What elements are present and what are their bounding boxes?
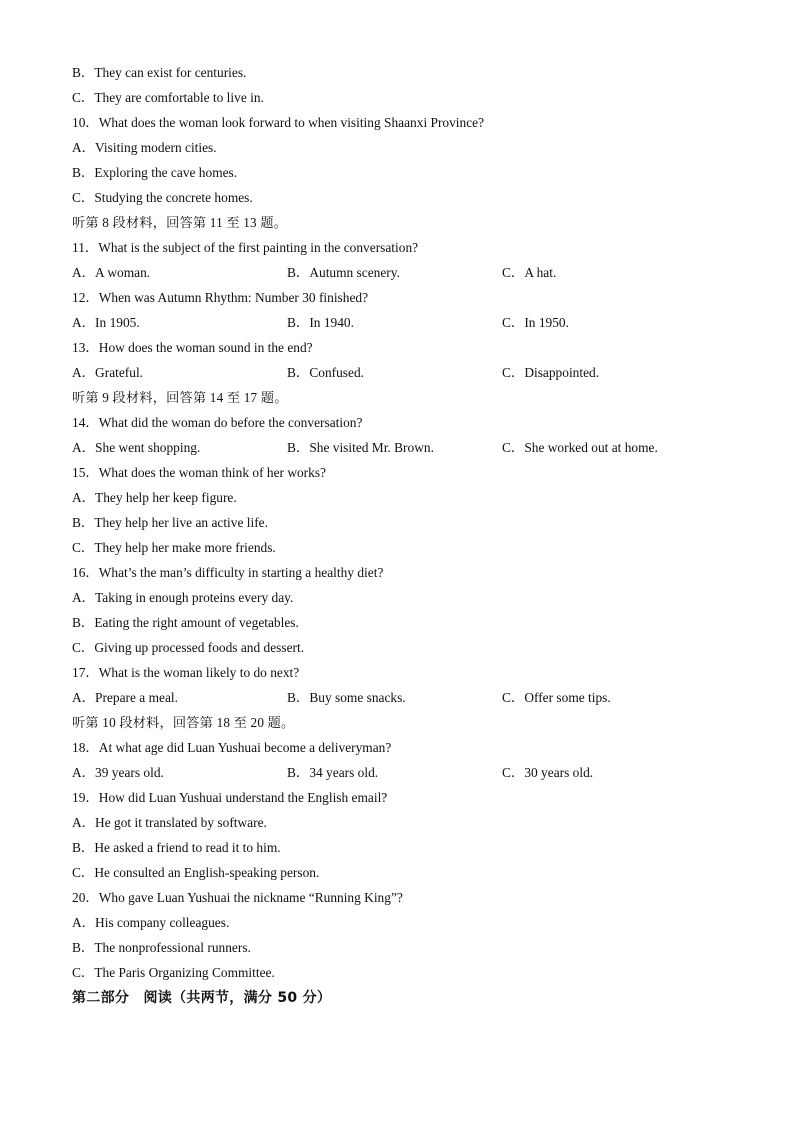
question-option: B．Eating the right amount of vegetables.	[72, 615, 299, 630]
question-option: C．In 1950.	[502, 315, 569, 330]
question-option: B．They help her live an active life.	[72, 515, 268, 530]
question-option: C．They are comfortable to live in.	[72, 90, 264, 105]
question-option: C．Giving up processed foods and dessert.	[72, 640, 305, 655]
question-stem: 14．What did the woman do before the conversation?	[72, 415, 363, 430]
question-option: B．Buy some snacks.	[287, 690, 406, 705]
question-stem: 20．Who gave Luan Yushuai the nickname “Running King”?	[72, 890, 403, 905]
question-option: C．He consulted an English-speaking person.	[72, 865, 320, 880]
question-option: C．The Paris Organizing Committee.	[72, 965, 275, 980]
question-stem: 19．How did Luan Yushuai understand the English email?	[72, 790, 388, 805]
question-option: A．Visiting modern cities.	[72, 140, 217, 155]
question-stem: 15．What does the woman think of her works?	[72, 465, 326, 480]
question-option: C．Disappointed.	[502, 365, 600, 380]
question-option: C．30 years old.	[502, 765, 594, 780]
question-option: B．They can exist for centuries.	[72, 65, 247, 80]
question-option: C．Offer some tips.	[502, 690, 611, 705]
question-option: A．39 years old.	[72, 765, 164, 780]
section-heading: 第二部分 阅读（共两节，满分 50 分）	[72, 990, 332, 1006]
question-option: B．She visited Mr. Brown.	[287, 440, 434, 455]
question-option: A．Taking in enough proteins every day.	[72, 590, 294, 605]
question-stem: 11．What is the subject of the first painting in the conversation?	[72, 240, 419, 255]
question-option: B．He asked a friend to read it to him.	[72, 840, 281, 855]
question-stem: 17．What is the woman likely to do next?	[72, 665, 300, 680]
question-option: B．Autumn scenery.	[287, 265, 400, 280]
question-stem: 10．What does the woman look forward to when visiting Shaanxi Province?	[72, 115, 485, 130]
question-option: C．They help her make more friends.	[72, 540, 276, 555]
question-option: A．In 1905.	[72, 315, 140, 330]
question-stem: 18．At what age did Luan Yushuai become a deliveryman?	[72, 740, 392, 755]
question-option: A．She went shopping.	[72, 440, 201, 455]
question-option: A．He got it translated by software.	[72, 815, 267, 830]
question-option: B．Confused.	[287, 365, 364, 380]
question-option: C．Studying the concrete homes.	[72, 190, 253, 205]
question-option: B．The nonprofessional runners.	[72, 940, 251, 955]
question-option: A．Grateful.	[72, 365, 144, 380]
question-option: B．34 years old.	[287, 765, 379, 780]
listening-instruction: 听第 9 段材料，回答第 14 至 17 题。	[72, 390, 288, 405]
question-stem: 12．When was Autumn Rhythm: Number 30 finished?	[72, 290, 369, 305]
question-option: C．A hat.	[502, 265, 557, 280]
question-option: A．His company colleagues.	[72, 915, 230, 930]
listening-instruction: 听第 10 段材料，回答第 18 至 20 题。	[72, 715, 295, 730]
question-option: A．They help her keep figure.	[72, 490, 237, 505]
question-option: A．Prepare a meal.	[72, 690, 178, 705]
question-option: C．She worked out at home.	[502, 440, 658, 455]
question-option: A．A woman.	[72, 265, 151, 280]
question-option: B．Exploring the cave homes.	[72, 165, 238, 180]
question-stem: 13．How does the woman sound in the end?	[72, 340, 313, 355]
question-option: B．In 1940.	[287, 315, 354, 330]
question-stem: 16．What’s the man’s difficulty in starting a healthy diet?	[72, 565, 384, 580]
listening-instruction: 听第 8 段材料，回答第 11 至 13 题。	[72, 215, 288, 230]
